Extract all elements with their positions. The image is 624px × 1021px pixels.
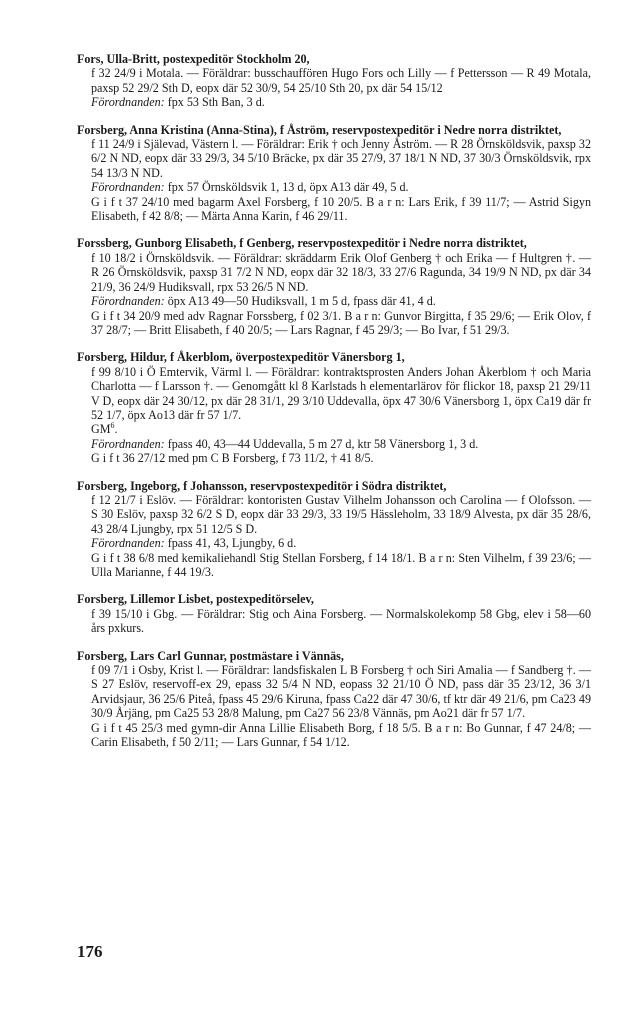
- entry-heading: Forsberg, Anna Kristina (Anna-Stina), f Åström, reservpostexpeditör i Nedre norra distriktet,: [77, 122, 562, 137]
- appointments-label: Förordnanden:: [91, 536, 165, 551]
- appointments-text: fpx 57 Örnsköldsvik 1, 13 d, öpx A13 där 49, 5 d.: [164, 180, 409, 195]
- entry-marriage: G i f t 45 25/3 med gymn-dir Anna Lillie Elisabeth Borg, f 18 5/5. B a r n: Bo Gunnar, f 47 24/8; — Carin Elisabeth, f 50 2/11; — Lars Gunnar, f 54 1/12.: [91, 720, 591, 750]
- appointments-text: fpass 40, 43—44 Uddevalla, 5 m 27 d, ktr 58 Vänersborg 1, 3 d.: [164, 436, 479, 451]
- entry-body: f 09 7/1 i Osby, Krist l. — Föräldrar: landsfiskalen L B Forsberg † och Siri Amalia — f Sandberg †. — S 27 Eslöv, reservoff-ex 29, epass 32 5/4 N ND, eopass 32 21/10 Ö ND, pass där 35 23/12, 36 3/1 Arvidsjaur, 36 25/6 Piteå, fpass 45 29/6 Kiruna, fpass Ca22 där 47 30/6, tf ktr där 49 21/6, pm Ca23 49 30/9 Årjäng, pm Ca25 53 28/8 Malung, pm Ca27 56 23/8 Vännäs, pm Ao21 där fr 57 1/7.: [91, 663, 591, 721]
- entry-body: f 10 18/2 i Örnsköldsvik. — Föräldrar: skräddarm Erik Olof Genberg † och Erika — f Hultgren †. — R 26 Örnsköldsvik, paxsp 31 7/2 N ND, eopx där 32 18/3, 33 27/6 Ragunda, 34 19/9 N ND, px där 34 21/9, 36 24/9 Hudiksvall, rpx 53 26/5 N ND.: [91, 250, 591, 294]
- qualification-text: GM: [91, 422, 111, 437]
- appointments-text: öpx A13 49—50 Hudiksvall, 1 m 5 d, fpass där 41, 4 d.: [164, 294, 436, 309]
- entry-heading: Fors, Ulla-Britt, postexpeditör Stockholm 20,: [77, 52, 310, 66]
- entry: [77, 479, 591, 580]
- entry-appointments: [77, 536, 591, 550]
- entry-heading: Forsberg, Hildur, f Åkerblom, överpostexpeditör Vänersborg 1,: [77, 350, 405, 365]
- entry-qualification: $GM^6$.: [91, 421, 118, 437]
- entry-body: f 32 24/9 i Motala. — Föräldrar: busschauffören Hugo Fors och Lilly — f Pettersson — R 49 Motala, paxsp 52 29/2 Sth D, eopx där 52 30/9, 54 25/10 Sth 20, px där 54 15/12: [91, 66, 591, 95]
- entry-marriage: G i f t 34 20/9 med adv Ragnar Forssberg, f 02 3/1. B a r n: Gunvor Birgitta, f 35 29/6; — Erik Olov, f 37 28/7; — Britt Elisabeth, f 40 20/5; — Lars Ragnar, f 45 29/3; — Bo Ivar, f 51 29/3.: [91, 308, 591, 337]
- appointments-label: Förordnanden:: [91, 294, 165, 309]
- entry-marriage: G i f t 38 6/8 med kemikaliehandl Stig Stellan Forsberg, f 14 18/1. B a r n: Sten Vilhelm, f 39 23/6; — Ulla Marianne, f 44 19/3.: [91, 550, 591, 579]
- entry: [77, 123, 591, 224]
- entry-appointments: [77, 437, 591, 451]
- entry-heading: Forsberg, Lillemor Lisbet, postexpeditörselev,: [77, 592, 314, 607]
- entry-heading: Forssberg, Gunborg Elisabeth, f Genberg, reservpostexpeditör i Nedre norra distriktet,: [77, 236, 527, 251]
- entry-appointments: [77, 95, 591, 109]
- entry-body: f 39 15/10 i Gbg. — Föräldrar: Stig och Aina Forsberg. — Normalskolekomp 58 Gbg, elev i 58—60 års pxkurs.: [91, 606, 591, 636]
- appointments-label: Förordnanden:: [91, 180, 165, 195]
- appointments-label: Förordnanden:: [91, 436, 165, 451]
- entry-heading: Forsberg, Ingeborg, f Johansson, reservpostexpeditör i Södra distriktet,: [77, 478, 447, 493]
- qualification-sup: 6: [110, 421, 115, 431]
- entry-heading: Forsberg, Lars Carl Gunnar, postmästare i Vännäs,: [77, 648, 344, 663]
- entry-marriage: G i f t 36 27/12 med pm C B Forsberg, f 73 11/2, † 41 8/5.: [91, 451, 374, 466]
- entry-appointments: [77, 294, 591, 308]
- entry: [77, 350, 591, 465]
- entry-body: f 99 8/10 i Ö Emtervik, Värml l. — Föräldrar: kontraktsprosten Anders Johan Åkerblom † och Maria Charlotta — f Larsson †. — Genomgått kl 8 Karlstads h elementarlärov för flickor 18, paxsp 21 29/11 V D, eopx där 24 30/12, px där 28 31/1, 29 3/10 Uddevalla, öpx 47 30/6 Vänersborg 1, öpx Ca19 där fr 52 1/7, öpx Ao13 där fr 57 1/7.: [91, 364, 591, 422]
- appointments-text: fpx 53 Sth Ban, 3 d.: [164, 95, 265, 110]
- entry: [77, 592, 591, 635]
- entry-body: f 12 21/7 i Eslöv. — Föräldrar: kontoristen Gustav Vilhelm Johansson och Carolina — f Olofsson. — S 30 Eslöv, paxsp 32 6/2 S D, eopx där 33 29/3, 33 19/5 Hässleholm, 33 18/9 Alvesta, px där 35 28/6, 43 28/4 Ljungby, rpx 51 12/5 S D.: [91, 492, 591, 536]
- entry-marriage: G i f t 37 24/10 med bagarm Axel Forsberg, f 10 20/5. B a r n: Lars Erik, f 39 11/7; — Astrid Sigyn Elisabeth, f 42 8/8; — Märta Anna Karin, f 46 29/11.: [91, 194, 591, 224]
- document-page: [77, 52, 591, 762]
- entry-appointments: [77, 180, 591, 194]
- appointments-label: Förordnanden:: [91, 95, 165, 110]
- page-number: 176: [77, 942, 103, 961]
- entry: [77, 52, 591, 110]
- entry: [77, 236, 591, 337]
- entry-body: f 11 24/9 i Själevad, Västern l. — Föräldrar: Erik † och Jenny Åström. — R 28 Örnsköldsvik, paxsp 32 6/2 N ND, eopx där 33 29/3, 34 5/10 Bräcke, px där 35 27/9, 37 18/1 N ND, 37 30/3 Örnsköldsvik, rpx 54 13/3 N ND.: [91, 137, 591, 180]
- entry: [77, 649, 591, 750]
- appointments-text: fpass 41, 43, Ljungby, 6 d.: [164, 536, 297, 551]
